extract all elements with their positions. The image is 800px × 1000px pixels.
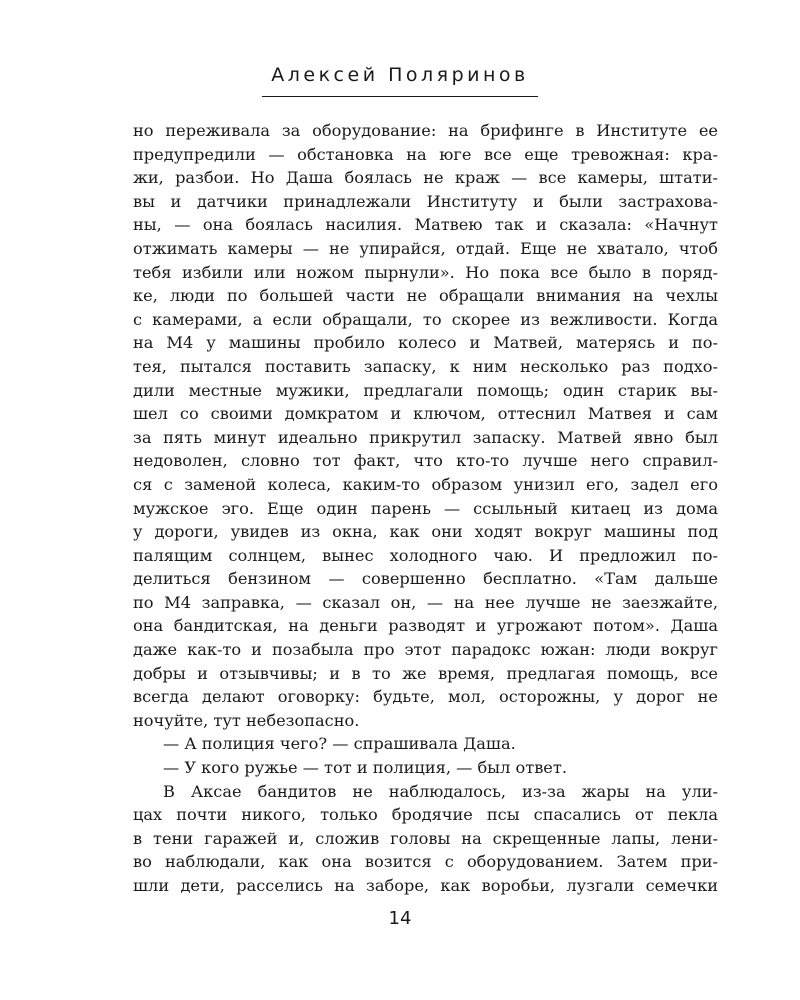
header-rule — [262, 96, 538, 97]
text-line: ны, — она боялась насилия. Матвею так и сказала: «Начнут — [133, 215, 718, 235]
text-line: но переживала за оборудование: на брифинге в Институте ее — [133, 121, 718, 140]
text-line: отжимать камеры — не упирайся, отдай. Еще не хватало, чтоб — [133, 238, 718, 258]
text-line: ся с заменой колеса, каким-то образом унизил его, задел его — [133, 474, 718, 494]
text-line: даже как-то и позабыла про этот парадокс южан: люди вокруг — [133, 640, 718, 660]
text-line: шли дети, расселись на заборе, как воробьи, лузгали семечки — [133, 876, 718, 895]
text-line: с камерами, а если обращали, то скорее из вежливости. Когда — [133, 309, 718, 329]
text-line: у дороги, увидев из окна, как они ходят вокруг машины под — [133, 522, 718, 542]
text-line: мужское эго. Еще один парень — ссыльный китаец из дома — [133, 498, 718, 518]
text-line: ночуйте, тут небезопасно. — [133, 710, 360, 730]
text-line: добры и отзывчивы; и в то же время, предлагая помощь, все — [133, 663, 718, 683]
text-line: она бандитская, на деньги разводят и угрожают потом». Даша — [133, 616, 718, 636]
text-line: всегда делают оговорку: будьте, мол, осторожны, у дорог не — [133, 687, 718, 707]
text-line: во наблюдали, как она возится с оборудованием. Затем при- — [133, 852, 718, 872]
text-line: в тени гаражей и, сложив головы на скрещенные лапы, лени- — [133, 828, 718, 848]
text-line: тея, пытался поставить запаску, к ним несколько раз подхо- — [133, 356, 718, 376]
text-line: на М4 у машины пробило колесо и Матвей, матерясь и по- — [133, 333, 718, 353]
text-line: делиться бензином — совершенно бесплатно. «Там дальше — [133, 569, 718, 589]
text-line: палящим солнцем, вынес холодного чаю. И предложил по- — [133, 545, 718, 565]
text-line: цах почти никого, только бродячие псы спасались от пекла — [133, 805, 718, 825]
text-line: по М4 заправка, — сказал он, — на нее лучше не заезжайте, — [133, 592, 718, 612]
text-line: предупредили — обстановка на юге все еще тревожная: кра- — [133, 144, 718, 164]
text-line: дили местные мужики, предлагали помощь; один старик вы- — [133, 380, 718, 400]
page-number: 14 — [388, 908, 412, 929]
running-header-author: Алексей Поляринов — [271, 64, 529, 86]
page-body-text — [133, 119, 718, 898]
text-line: — У кого ружье — тот и полиция, — был ответ. — [163, 758, 567, 778]
text-line: — А полиция чего? — спрашивала Даша. — [163, 734, 516, 754]
text-line: тебя избили или ножом пырнули». Но пока все было в поряд- — [133, 262, 718, 282]
text-line: недоволен, словно тот факт, что кто-то лучше него справил- — [133, 451, 718, 471]
text-line: шел со своими домкратом и ключом, оттеснил Матвея и сам — [133, 404, 718, 424]
text-line: за пять минут идеально прикрутил запаску. Матвей явно был — [133, 427, 718, 447]
text-line: В Аксае бандитов не наблюдалось, из-за жары на ули- — [163, 781, 718, 801]
text-line: жи, разбои. Но Даша боялась не краж — все камеры, штати- — [133, 168, 718, 188]
text-line: вы и датчики принадлежали Институту и были застрахова- — [133, 191, 718, 211]
text-line: ке, люди по большей части не обращали внимания на чехлы — [133, 286, 718, 306]
